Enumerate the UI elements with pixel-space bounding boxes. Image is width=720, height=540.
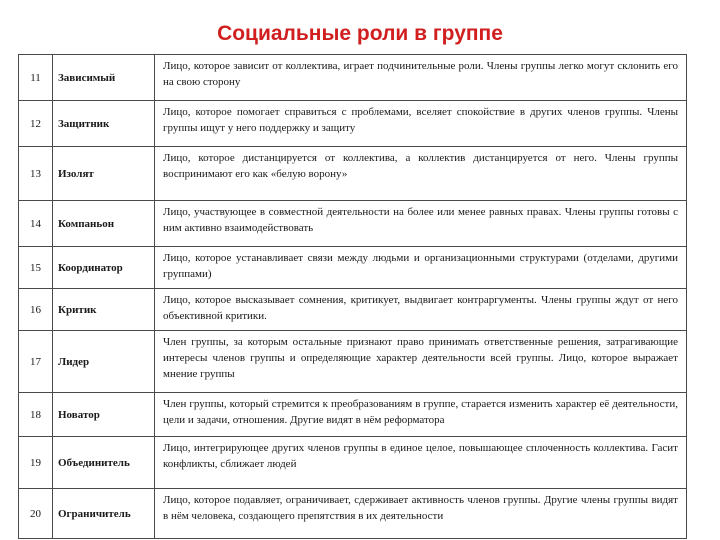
role-number: 16: [19, 289, 53, 331]
role-description: Член группы, который стремится к преобразованиям в группе, старается изменить характер её деятельности, цели и задачи, отношения. Другие видят в нём реформатора: [155, 393, 687, 437]
table-row: [19, 393, 687, 437]
role-name: Изолят: [53, 147, 155, 201]
table-row: [19, 147, 687, 201]
role-description: Лицо, участвующее в совместной деятельности на более или менее равных правах. Члены группы готовы с ним активно взаимодействовать: [155, 201, 687, 247]
role-number: 19: [19, 437, 53, 489]
table-row: [19, 55, 687, 101]
role-description: Лицо, которое высказывает сомнения, критикует, выдвигает контраргументы. Члены группы ждут от него объективной критики.: [155, 289, 687, 331]
role-number: 12: [19, 101, 53, 147]
role-name: Защитник: [53, 101, 155, 147]
page-title: Социальные роли в группе: [217, 22, 503, 45]
role-number: 17: [19, 331, 53, 393]
role-number: 14: [19, 201, 53, 247]
role-description: Лицо, интегрирующее других членов группы в единое целое, повышающее сплоченность коллектива. Гасит конфликты, сближает людей: [155, 437, 687, 489]
role-name: Критик: [53, 289, 155, 331]
table-row: [19, 437, 687, 489]
table-row: [19, 201, 687, 247]
role-description: Лицо, которое подавляет, ограничивает, сдерживает активность членов группы. Другие члены группы видят в нём человека, создающего препятствия в их деятельности: [155, 489, 687, 539]
table-row: [19, 101, 687, 147]
role-number: 15: [19, 247, 53, 289]
table-row: [19, 331, 687, 393]
role-name: Лидер: [53, 331, 155, 393]
table-row: [19, 247, 687, 289]
role-name: Координатор: [53, 247, 155, 289]
role-name: Новатор: [53, 393, 155, 437]
role-name: Объединитель: [53, 437, 155, 489]
role-description: Лицо, которое дистанцируется от коллектива, а коллектив дистанцируется от него. Члены группы воспринимают его как «белую ворону»: [155, 147, 687, 201]
role-description: Лицо, которое помогает справиться с проблемами, вселяет спокойствие в других членов группы. Члены группы ищут у него поддержку и защиту: [155, 101, 687, 147]
table-row: [19, 289, 687, 331]
role-name: Зависимый: [53, 55, 155, 101]
role-description: Член группы, за которым остальные признают право принимать ответственные решения, затрагивающие интересы членов группы и определяющие характер деятельности всей группы. Лицо, которое выражает мнение группы: [155, 331, 687, 393]
role-description: Лицо, которое устанавливает связи между людьми и организационными структурами (отделами, другими группами): [155, 247, 687, 289]
role-number: 11: [19, 55, 53, 101]
table-row: [19, 489, 687, 539]
role-number: 13: [19, 147, 53, 201]
role-name: Ограничитель: [53, 489, 155, 539]
role-name: Компаньон: [53, 201, 155, 247]
role-description: Лицо, которое зависит от коллектива, играет подчинительные роли. Члены группы легко могут склонить его на свою сторону: [155, 55, 687, 101]
roles-table: [18, 54, 687, 539]
role-number: 20: [19, 489, 53, 539]
role-number: 18: [19, 393, 53, 437]
